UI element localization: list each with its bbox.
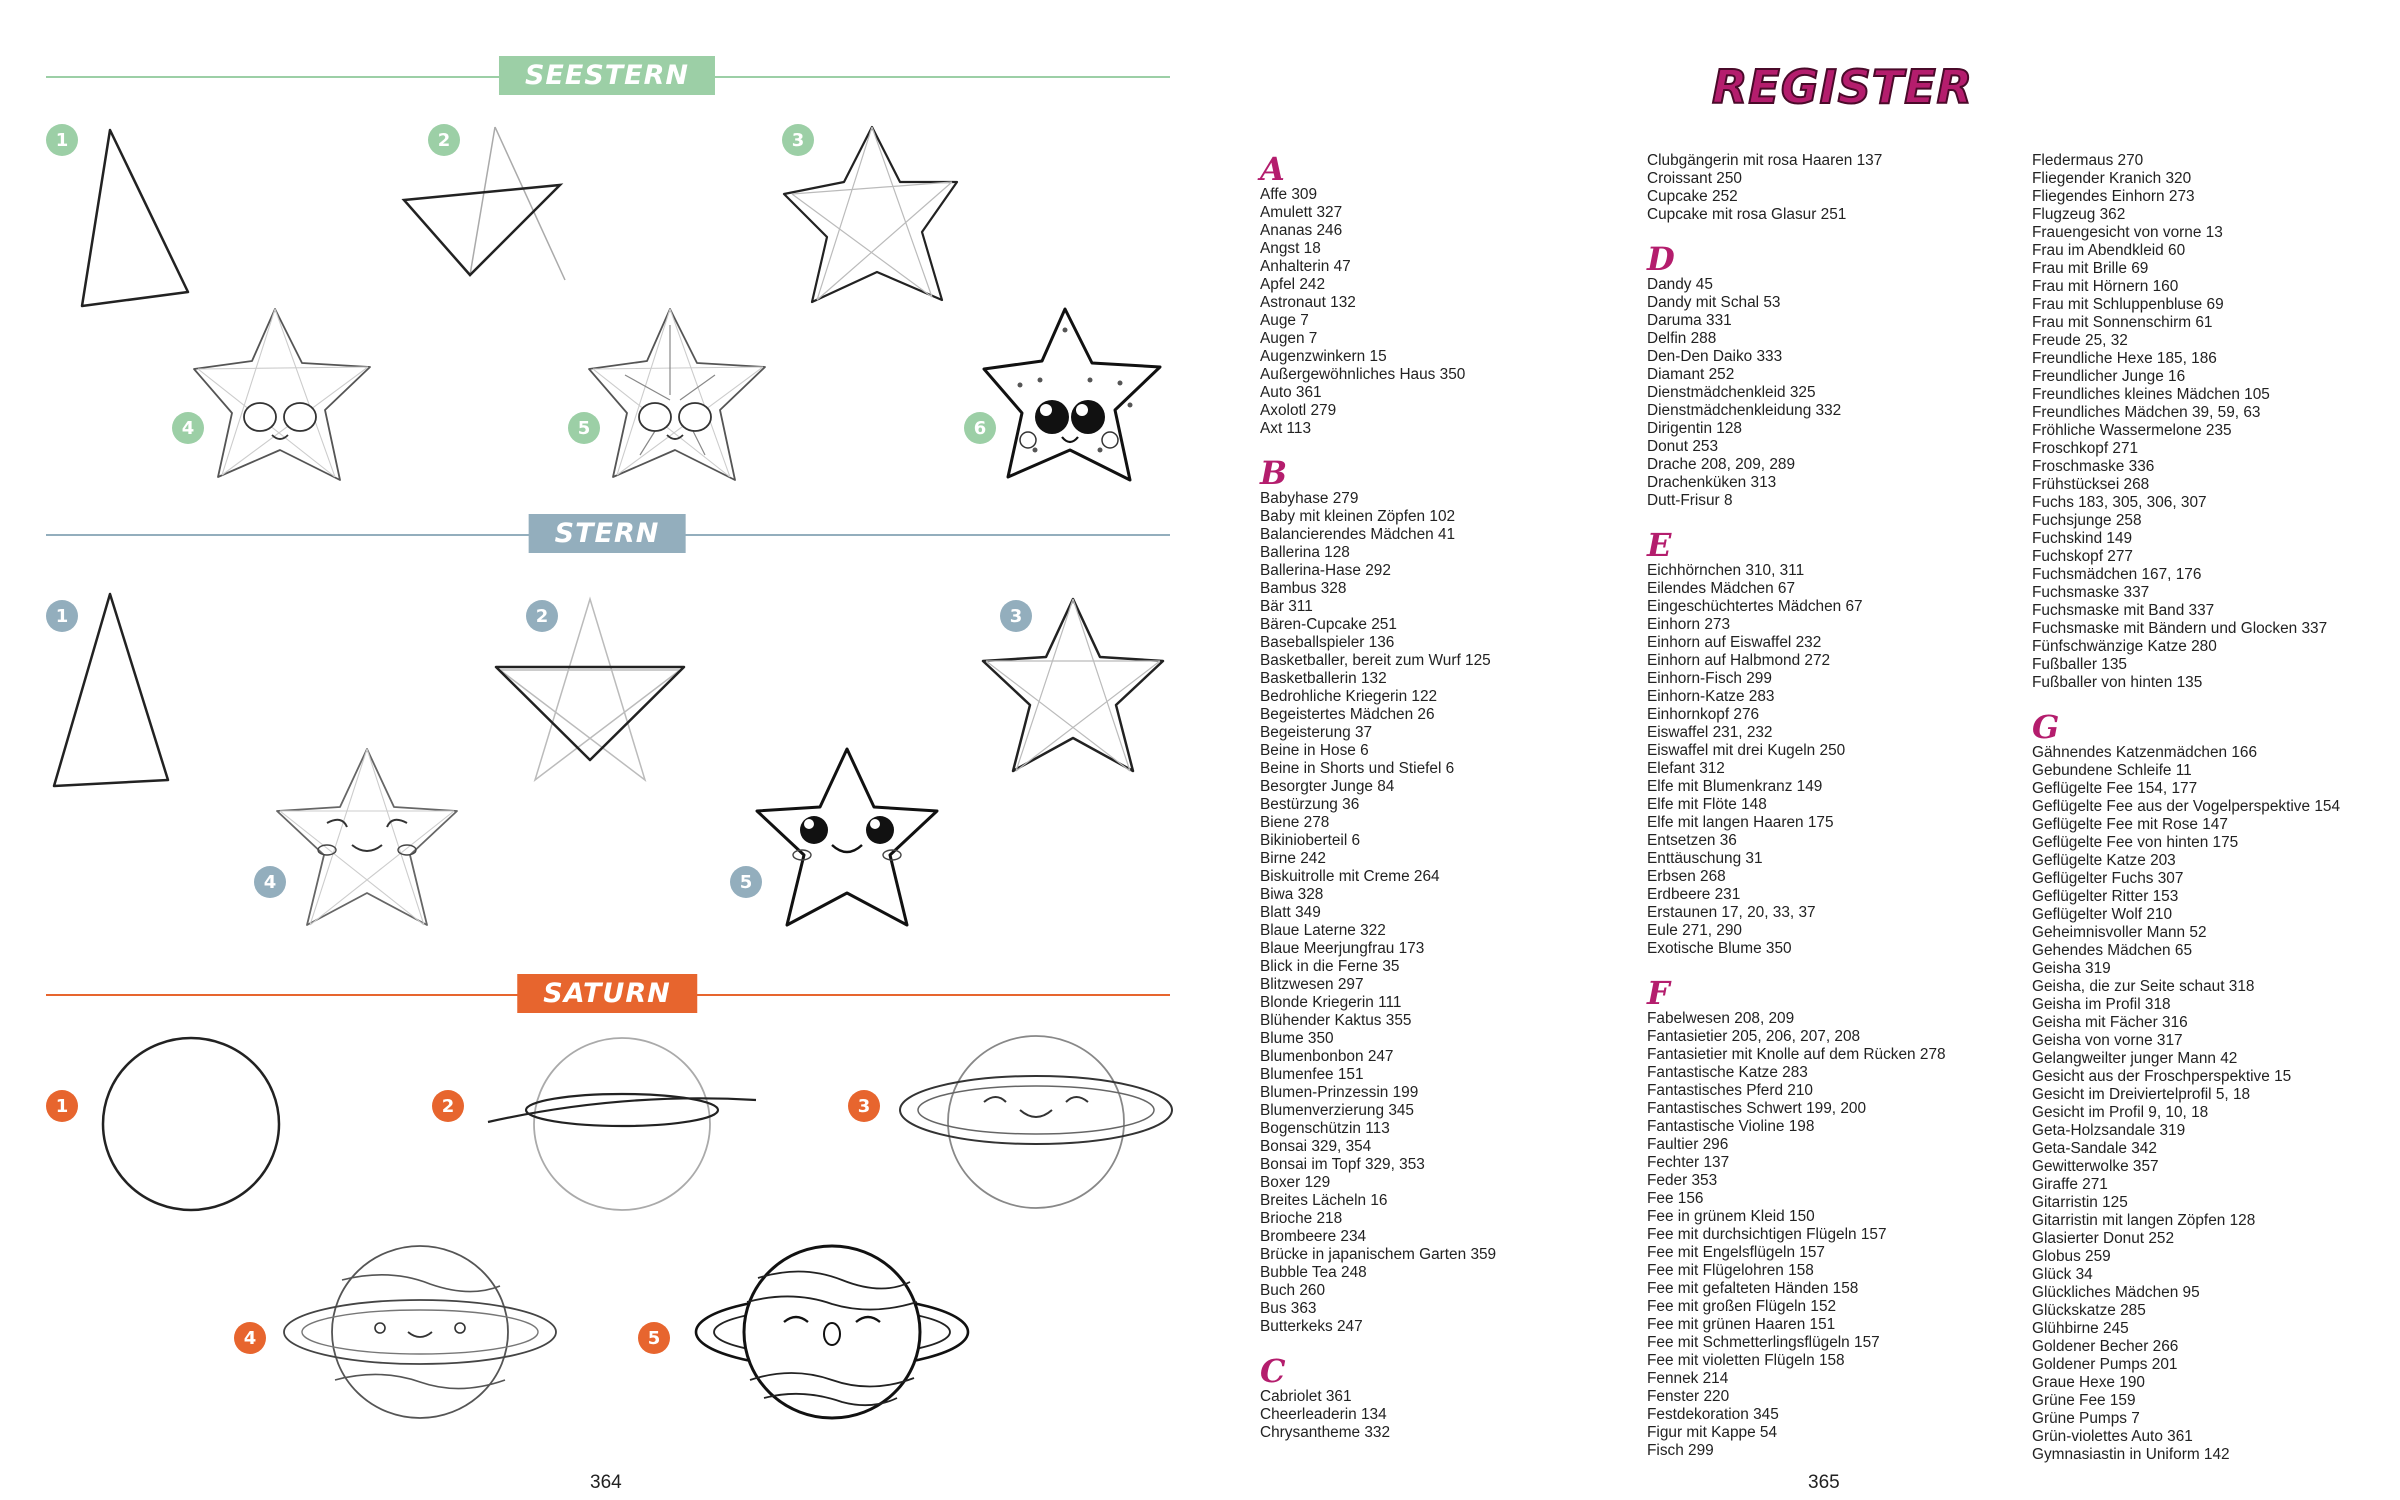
index-entry: Dandy 45 (1647, 276, 1713, 293)
index-letter-heading: E (1647, 526, 1672, 564)
index-entry: Begeisterung 37 (1260, 724, 1373, 741)
index-entry: Gelangweilter junger Mann 42 (2032, 1050, 2238, 1067)
index-entry: Froschmaske 336 (2032, 458, 2155, 475)
index-entry: Birne 242 (1260, 850, 1326, 867)
index-entry: Geflügelte Fee von hinten 175 (2032, 834, 2239, 851)
index-entry: Fantasietier 205, 206, 207, 208 (1647, 1028, 1861, 1045)
index-entry: Geflügelte Katze 203 (2032, 852, 2176, 869)
index-entry: Fisch 299 (1647, 1442, 1714, 1459)
index-entry: Bestürzung 36 (1260, 796, 1360, 813)
index-entry: Freundlicher Junge 16 (2032, 368, 2186, 385)
index-entry: Cabriolet 361 (1260, 1388, 1352, 1405)
star-step-5-drawing (752, 745, 942, 930)
index-entry: Blumenfee 151 (1260, 1066, 1364, 1083)
index-entry: Daruma 331 (1647, 312, 1732, 329)
index-entry: Buch 260 (1260, 1282, 1326, 1299)
index-entry: Brücke in japanischem Garten 359 (1260, 1246, 1497, 1263)
index-entry: Erdbeere 231 (1647, 886, 1741, 903)
index-entry: Baseballspieler 136 (1260, 634, 1395, 651)
index-entry: Graue Hexe 190 (2032, 1374, 2145, 1391)
index-entry: Astronaut 132 (1260, 294, 1356, 311)
index-entry: Dirigentin 128 (1647, 420, 1742, 437)
index-entry: Fuchsmaske 337 (2032, 584, 2150, 601)
step-badge: 3 (782, 124, 814, 156)
index-entry: Geflügelter Ritter 153 (2032, 888, 2179, 905)
step-badge: 1 (46, 1090, 78, 1122)
index-entry: Geta-Sandale 342 (2032, 1140, 2157, 1157)
step-badge: 2 (428, 124, 460, 156)
index-entry: Gebundene Schleife 11 (2032, 762, 2192, 779)
index-entry: Gitarristin mit langen Zöpfen 128 (2032, 1212, 2256, 1229)
index-entry: Geflügelte Fee aus der Vogelperspektive 154 (2032, 798, 2341, 815)
saturn-step-4-drawing (280, 1240, 560, 1425)
index-entry: Amulett 327 (1260, 204, 1343, 221)
index-entry: Fee 156 (1647, 1190, 1704, 1207)
star-step-3-drawing (978, 595, 1168, 775)
index-entry: Baby mit kleinen Zöpfen 102 (1260, 508, 1456, 525)
index-entry: Glühbirne 245 (2032, 1320, 2129, 1337)
index-entry: Diamant 252 (1647, 366, 1735, 383)
index-entry: Grün-violettes Auto 361 (2032, 1428, 2193, 1445)
index-entry: Fenster 220 (1647, 1388, 1730, 1405)
index-entry: Besorgter Junge 84 (1260, 778, 1395, 795)
index-entry: Bubble Tea 248 (1260, 1264, 1367, 1281)
index-entry: Eiswaffel mit drei Kugeln 250 (1647, 742, 1846, 759)
star-step-1-drawing (50, 590, 180, 790)
index-letter-heading: F (1647, 974, 1670, 1012)
index-entry: Fee mit Flügelohren 158 (1647, 1262, 1814, 1279)
index-entry: Fantastisches Schwert 199, 200 (1647, 1100, 1867, 1117)
saturn-step-5-drawing (692, 1240, 972, 1425)
index-entry: Frauengesicht von vorne 13 (2032, 224, 2223, 241)
index-entry: Eiswaffel 231, 232 (1647, 724, 1773, 741)
index-entry: Bären-Cupcake 251 (1260, 616, 1397, 633)
index-entry: Cupcake mit rosa Glasur 251 (1647, 206, 1847, 223)
index-entry: Faultier 296 (1647, 1136, 1729, 1153)
index-entry: Freude 25, 32 (2032, 332, 2128, 349)
step-badge: 5 (638, 1322, 670, 1354)
index-entry: Ananas 246 (1260, 222, 1343, 239)
index-entry: Apfel 242 (1260, 276, 1326, 293)
index-entry: Festdekoration 345 (1647, 1406, 1779, 1423)
index-entry: Frau mit Brille 69 (2032, 260, 2149, 277)
index-entry: Fantastische Violine 198 (1647, 1118, 1815, 1135)
index-entry: Geflügelte Fee 154, 177 (2032, 780, 2198, 797)
index-entry: Bonsai 329, 354 (1260, 1138, 1372, 1155)
index-entry: Elfe mit Flöte 148 (1647, 796, 1767, 813)
index-entry: Fee mit violetten Flügeln 158 (1647, 1352, 1845, 1369)
index-entry: Cupcake 252 (1647, 188, 1738, 205)
saturn-step-2-drawing (482, 1032, 762, 1217)
index-entry: Beine in Shorts und Stiefel 6 (1260, 760, 1455, 777)
index-entry: Einhorn 273 (1647, 616, 1731, 633)
index-entry: Bonsai im Topf 329, 353 (1260, 1156, 1425, 1173)
index-entry: Fünfschwänzige Katze 280 (2032, 638, 2217, 655)
index-entry: Elefant 312 (1647, 760, 1725, 777)
index-entry: Bikinioberteil 6 (1260, 832, 1361, 849)
index-entry: Grüne Fee 159 (2032, 1392, 2136, 1409)
index-entry: Blumen-Prinzessin 199 (1260, 1084, 1419, 1101)
index-entry: Blumenbonbon 247 (1260, 1048, 1394, 1065)
index-entry: Enttäuschung 31 (1647, 850, 1763, 867)
index-entry: Gesicht im Profil 9, 10, 18 (2032, 1104, 2209, 1121)
index-entry: Glasierter Donut 252 (2032, 1230, 2175, 1247)
index-entry: Erstaunen 17, 20, 33, 37 (1647, 904, 1816, 921)
step-badge: 5 (730, 866, 762, 898)
index-entry: Blick in die Ferne 35 (1260, 958, 1400, 975)
page-number-right: 365 (1808, 1472, 1840, 1493)
index-entry: Dienstmädchenkleid 325 (1647, 384, 1816, 401)
index-entry: Einhorn-Fisch 299 (1647, 670, 1772, 687)
index-entry: Gitarristin 125 (2032, 1194, 2128, 1211)
index-entry: Fee mit großen Flügeln 152 (1647, 1298, 1837, 1315)
index-entry: Fantastisches Pferd 210 (1647, 1082, 1813, 1099)
index-entry: Fee in grünem Kleid 150 (1647, 1208, 1815, 1225)
index-entry: Babyhase 279 (1260, 490, 1359, 507)
index-entry: Freundliches Mädchen 39, 59, 63 (2032, 404, 2261, 421)
index-entry: Begeistertes Mädchen 26 (1260, 706, 1435, 723)
index-entry: Frau im Abendkleid 60 (2032, 242, 2186, 259)
index-entry: Clubgängerin mit rosa Haaren 137 (1647, 152, 1883, 169)
index-entry: Biene 278 (1260, 814, 1330, 831)
index-entry: Auge 7 (1260, 312, 1309, 329)
index-entry: Brioche 218 (1260, 1210, 1343, 1227)
step-badge: 2 (526, 600, 558, 632)
index-entry: Glückliches Mädchen 95 (2032, 1284, 2200, 1301)
index-entry: Frau mit Schluppenbluse 69 (2032, 296, 2224, 313)
index-entry: Fee mit Schmetterlingsflügeln 157 (1647, 1334, 1880, 1351)
step-badge: 4 (254, 866, 286, 898)
index-entry: Gymnasiastin in Uniform 142 (2032, 1446, 2230, 1463)
index-entry: Fledermaus 270 (2032, 152, 2144, 169)
index-entry: Glück 34 (2032, 1266, 2093, 1283)
index-entry: Blonde Kriegerin 111 (1260, 994, 1402, 1011)
index-entry: Eule 271, 290 (1647, 922, 1742, 939)
step-badge: 3 (848, 1090, 880, 1122)
index-entry: Fantastische Katze 283 (1647, 1064, 1808, 1081)
index-entry: Fantasietier mit Knolle auf dem Rücken 278 (1647, 1046, 1946, 1063)
index-entry: Basketballer, bereit zum Wurf 125 (1260, 652, 1491, 669)
register-title: REGISTER (1712, 60, 1974, 114)
index-entry: Geheimnisvoller Mann 52 (2032, 924, 2207, 941)
index-entry: Exotische Blume 350 (1647, 940, 1792, 957)
index-entry: Geisha 319 (2032, 960, 2111, 977)
index-entry: Augen 7 (1260, 330, 1318, 347)
index-column-1 (1260, 138, 1640, 1442)
index-entry: Blitzwesen 297 (1260, 976, 1364, 993)
index-entry: Blaue Meerjungfrau 173 (1260, 940, 1425, 957)
index-entry: Ballerina 128 (1260, 544, 1350, 561)
index-entry: Biwa 328 (1260, 886, 1324, 903)
index-entry: Blühender Kaktus 355 (1260, 1012, 1412, 1029)
step-badge: 2 (432, 1090, 464, 1122)
index-entry: Geflügelte Fee mit Rose 147 (2032, 816, 2228, 833)
index-entry: Ballerina-Hase 292 (1260, 562, 1391, 579)
index-entry: Entsetzen 36 (1647, 832, 1737, 849)
index-entry: Fabelwesen 208, 209 (1647, 1010, 1795, 1027)
step-badge: 6 (964, 412, 996, 444)
index-letter-heading: G (2032, 708, 2060, 746)
index-entry: Drache 208, 209, 289 (1647, 456, 1796, 473)
index-entry: Außergewöhnliches Haus 350 (1260, 366, 1466, 383)
starfish-step-1-drawing (70, 120, 200, 310)
index-entry: Eilendes Mädchen 67 (1647, 580, 1796, 597)
index-entry: Angst 18 (1260, 240, 1321, 257)
index-entry: Fennek 214 (1647, 1370, 1729, 1387)
starfish-step-5-drawing (585, 305, 775, 485)
index-entry: Goldener Becher 266 (2032, 1338, 2179, 1355)
index-entry: Geisha von vorne 317 (2032, 1032, 2183, 1049)
index-entry: Flugzeug 362 (2032, 206, 2126, 223)
index-entry: Fliegendes Einhorn 273 (2032, 188, 2195, 205)
index-entry: Frau mit Hörnern 160 (2032, 278, 2179, 295)
index-entry: Axolotl 279 (1260, 402, 1337, 419)
index-entry: Giraffe 271 (2032, 1176, 2108, 1193)
index-entry: Fuchskopf 277 (2032, 548, 2133, 565)
step-badge: 1 (46, 600, 78, 632)
index-entry: Glückskatze 285 (2032, 1302, 2146, 1319)
index-entry: Fuchsmaske mit Bändern und Glocken 337 (2032, 620, 2328, 637)
index-entry: Gähnendes Katzenmädchen 166 (2032, 744, 2258, 761)
index-entry: Einhorn-Katze 283 (1647, 688, 1775, 705)
index-entry: Frau mit Sonnenschirm 61 (2032, 314, 2213, 331)
index-entry: Croissant 250 (1647, 170, 1742, 187)
index-entry: Geta-Holzsandale 319 (2032, 1122, 2186, 1139)
starfish-step-6-drawing (980, 305, 1170, 485)
index-entry: Blaue Laterne 322 (1260, 922, 1386, 939)
index-entry: Feder 353 (1647, 1172, 1718, 1189)
index-entry: Affe 309 (1260, 186, 1318, 203)
index-entry: Geisha mit Fächer 316 (2032, 1014, 2188, 1031)
index-entry: Erbsen 268 (1647, 868, 1726, 885)
index-entry: Bedrohliche Kriegerin 122 (1260, 688, 1438, 705)
index-entry: Einhornkopf 276 (1647, 706, 1760, 723)
index-entry: Figur mit Kappe 54 (1647, 1424, 1778, 1441)
index-entry: Goldener Pumps 201 (2032, 1356, 2178, 1373)
index-entry: Fechter 137 (1647, 1154, 1730, 1171)
index-entry: Den-Den Daiko 333 (1647, 348, 1783, 365)
index-entry: Delfin 288 (1647, 330, 1717, 347)
index-entry: Elfe mit Blumenkranz 149 (1647, 778, 1823, 795)
page-number-left: 364 (590, 1472, 622, 1493)
starfish-step-4-drawing (190, 305, 380, 485)
index-letter-heading: B (1260, 454, 1288, 492)
index-letter-heading: A (1260, 150, 1285, 188)
index-entry: Fußballer 135 (2032, 656, 2127, 673)
section-title-seestern: SEESTERN (499, 56, 715, 95)
index-entry: Gewitterwolke 357 (2032, 1158, 2159, 1175)
index-entry: Eingeschüchtertes Mädchen 67 (1647, 598, 1863, 615)
index-entry: Fuchsjunge 258 (2032, 512, 2142, 529)
index-entry: Bus 363 (1260, 1300, 1317, 1317)
index-entry: Geflügelter Fuchs 307 (2032, 870, 2184, 887)
index-entry: Fliegender Kranich 320 (2032, 170, 2192, 187)
index-entry: Bambus 328 (1260, 580, 1347, 597)
index-entry: Anhalterin 47 (1260, 258, 1351, 275)
index-entry: Drachenküken 313 (1647, 474, 1777, 491)
index-entry: Geisha im Profil 318 (2032, 996, 2171, 1013)
index-entry: Bogenschützin 113 (1260, 1120, 1390, 1137)
index-entry: Balancierendes Mädchen 41 (1260, 526, 1456, 543)
index-entry: Fußballer von hinten 135 (2032, 674, 2203, 691)
index-entry: Elfe mit langen Haaren 175 (1647, 814, 1834, 831)
index-letter-heading: D (1647, 240, 1675, 278)
index-entry: Axt 113 (1260, 420, 1312, 437)
index-entry: Grüne Pumps 7 (2032, 1410, 2140, 1427)
index-entry: Dandy mit Schal 53 (1647, 294, 1781, 311)
index-entry: Fröhliche Wassermelone 235 (2032, 422, 2232, 439)
index-letter-heading: C (1260, 1352, 1286, 1390)
index-column-3 (2032, 138, 2400, 1464)
index-entry: Bär 311 (1260, 598, 1313, 615)
index-entry: Geflügelter Wolf 210 (2032, 906, 2173, 923)
index-entry: Fuchskind 149 (2032, 530, 2133, 547)
index-entry: Beine in Hose 6 (1260, 742, 1369, 759)
index-entry: Cheerleaderin 134 (1260, 1406, 1387, 1423)
section-title-stern: STERN (529, 514, 686, 553)
index-entry: Globus 259 (2032, 1248, 2111, 1265)
index-entry: Blatt 349 (1260, 904, 1321, 921)
index-entry: Augenzwinkern 15 (1260, 348, 1387, 365)
index-entry: Freundliche Hexe 185, 186 (2032, 350, 2217, 367)
index-entry: Geisha, die zur Seite schaut 318 (2032, 978, 2255, 995)
index-entry: Chrysantheme 332 (1260, 1424, 1391, 1441)
index-entry: Frühstücksei 268 (2032, 476, 2150, 493)
index-entry: Fee mit durchsichtigen Flügeln 157 (1647, 1226, 1887, 1243)
index-entry: Gesicht im Dreiviertelprofil 5, 18 (2032, 1086, 2251, 1103)
star-step-2-drawing (490, 595, 690, 785)
index-entry: Breites Lächeln 16 (1260, 1192, 1388, 1209)
step-badge: 4 (172, 412, 204, 444)
index-entry: Fee mit grünen Haaren 151 (1647, 1316, 1836, 1333)
starfish-step-2-drawing (400, 125, 580, 285)
step-badge: 4 (234, 1322, 266, 1354)
step-badge: 5 (568, 412, 600, 444)
index-entry: Einhorn auf Halbmond 272 (1647, 652, 1831, 669)
index-entry: Fee mit Engelsflügeln 157 (1647, 1244, 1825, 1261)
star-step-4-drawing (272, 745, 462, 930)
index-entry: Eichhörnchen 310, 311 (1647, 562, 1805, 579)
index-entry: Dutt-Frisur 8 (1647, 492, 1733, 509)
index-entry: Blumenverzierung 345 (1260, 1102, 1414, 1119)
index-entry: Froschkopf 271 (2032, 440, 2139, 457)
step-badge: 1 (46, 124, 78, 156)
index-entry: Basketballerin 132 (1260, 670, 1387, 687)
index-entry: Biskuitrolle mit Creme 264 (1260, 868, 1440, 885)
index-entry: Freundliches kleines Mädchen 105 (2032, 386, 2270, 403)
index-entry: Auto 361 (1260, 384, 1322, 401)
index-entry: Blume 350 (1260, 1030, 1334, 1047)
starfish-step-3-drawing (782, 122, 962, 312)
index-entry: Butterkeks 247 (1260, 1318, 1363, 1335)
index-entry: Fuchsmädchen 167, 176 (2032, 566, 2202, 583)
index-column-2 (1647, 138, 2027, 1460)
saturn-step-3-drawing (896, 1030, 1176, 1215)
section-title-saturn: SATURN (517, 974, 697, 1013)
index-entry: Fuchsmaske mit Band 337 (2032, 602, 2215, 619)
index-entry: Fuchs 183, 305, 306, 307 (2032, 494, 2207, 511)
index-entry: Gehendes Mädchen 65 (2032, 942, 2193, 959)
index-entry: Gesicht aus der Froschperspektive 15 (2032, 1068, 2292, 1085)
index-entry: Fee mit gefalteten Händen 158 (1647, 1280, 1859, 1297)
index-entry: Donut 253 (1647, 438, 1719, 455)
step-badge: 3 (1000, 600, 1032, 632)
index-entry: Dienstmädchenkleidung 332 (1647, 402, 1842, 419)
index-entry: Boxer 129 (1260, 1174, 1331, 1191)
saturn-step-1-drawing (96, 1032, 286, 1217)
index-entry: Einhorn auf Eiswaffel 232 (1647, 634, 1822, 651)
index-entry: Brombeere 234 (1260, 1228, 1367, 1245)
